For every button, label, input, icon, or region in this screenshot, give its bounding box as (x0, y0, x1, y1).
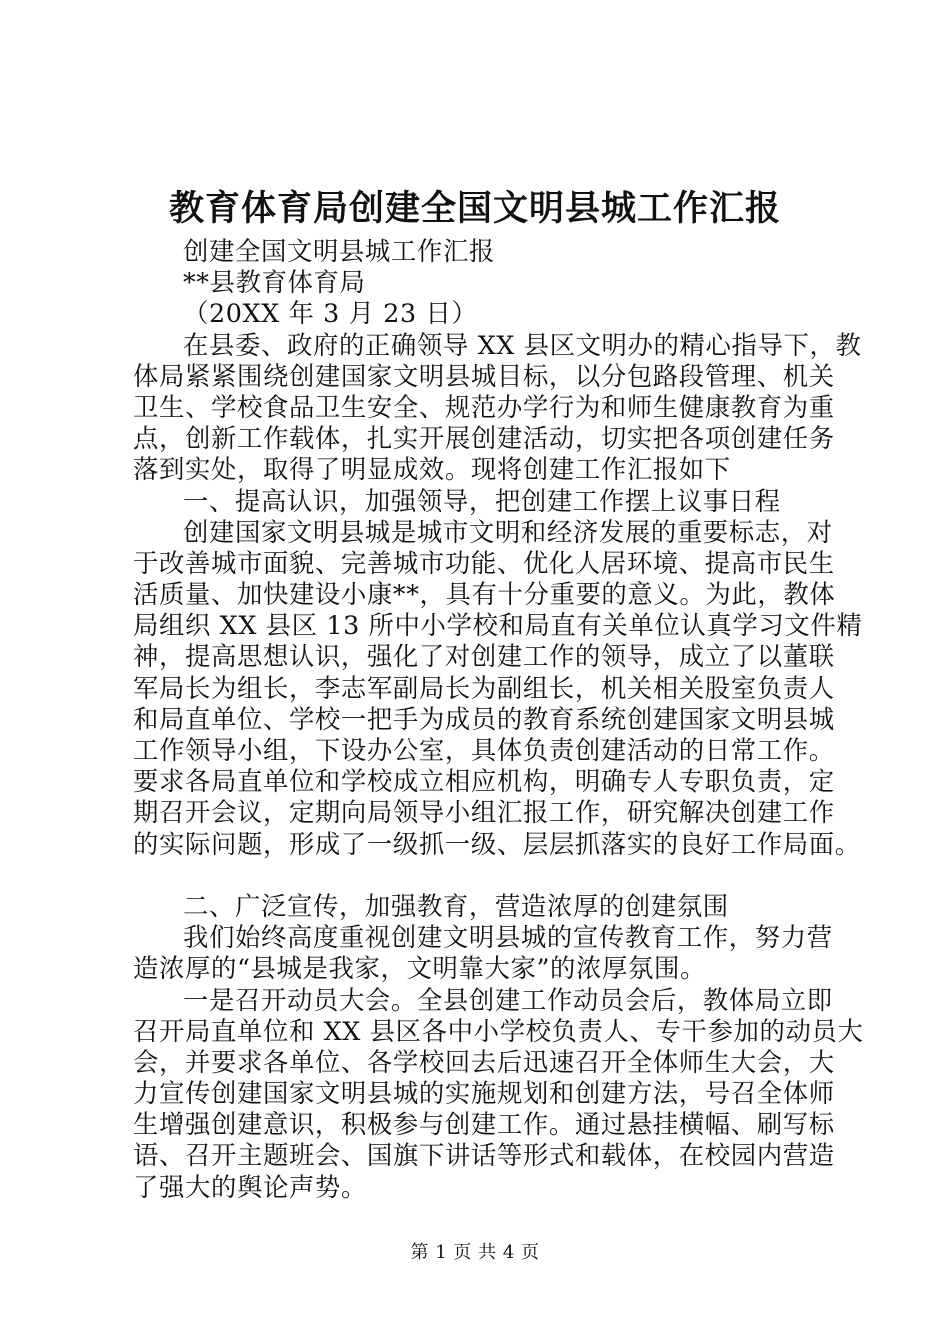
paragraph-line: 要求各局直单位和学校成立相应机构，明确专人专职负责，定 (133, 766, 835, 797)
paragraph-line: 在县委、政府的正确领导 XX 县区文明办的精心指导下，教 (183, 329, 862, 360)
section-heading: 一、提高认识，加强领导，把创建工作摆上议事日程 (183, 485, 781, 516)
paragraph-line: 点，创新工作载体，扎实开展创建活动，切实把各项创建任务 (133, 423, 835, 454)
paragraph-line: 会，并要求各单位、各学校回去后迅速召开全体师生大会，大 (133, 1046, 835, 1077)
paragraph-line: 落到实处，取得了明显成效。现将创建工作汇报如下 (133, 454, 731, 485)
author-line: **县教育体育局 (183, 267, 366, 298)
paragraph-line: 于改善城市面貌、完善城市功能、优化人居环境、提高市民生 (133, 547, 835, 578)
paragraph-line: 体局紧紧围绕创建国家文明县城目标，以分包路段管理、机关 (133, 360, 835, 391)
paragraph-line: 力宣传创建国家文明县城的实施规划和创建方法，号召全体师 (133, 1078, 835, 1109)
paragraph-line: 生增强创建意识，积极参与创建工作。通过悬挂横幅、刷写标 (133, 1109, 835, 1140)
blank-line (133, 860, 845, 891)
paragraph-line: 了强大的舆论声势。 (133, 1171, 367, 1202)
page-number-footer: 第 1 页 共 4 页 (410, 1242, 540, 1263)
section-heading: 二、广泛宣传，加强教育，营造浓厚的创建氛围 (183, 890, 729, 921)
paragraph-line: 卫生、学校食品卫生安全、规范办学行为和师生健康教育为重 (133, 391, 835, 422)
paragraph-line: 工作领导小组，下设办公室，具体负责创建活动的日常工作。 (133, 735, 835, 765)
paragraph-line: 的实际问题，形成了一级抓一级、层层抓落实的良好工作局面。 (133, 828, 861, 859)
paragraph-line: 语、召开主题班会、国旗下讲话等形式和载体，在校园内营造 (133, 1140, 835, 1171)
paragraph-line: 活质量、加快建设小康**，具有十分重要的意义。为此，教体 (133, 579, 836, 610)
paragraph-line: 一是召开动员大会。全县创建工作动员会后，教体局立即 (183, 984, 833, 1015)
subtitle-line: 创建全国文明县城工作汇报 (183, 236, 495, 266)
document-title: 教育体育局创建全国文明县城工作汇报 (168, 188, 781, 229)
paragraph-line: 局组织 XX 县区 13 所中小学校和局直有关单位认真学习文件精 (133, 610, 863, 641)
paragraph-line: 期召开会议，定期向局领导小组汇报工作，研究解决创建工作 (133, 797, 835, 828)
paragraph-line: 神，提高思想认识，强化了对创建工作的领导，成立了以董联 (133, 641, 835, 672)
paragraph-line: 召开局直单位和 XX 县区各中小学校负责人、专干参加的动员大 (133, 1015, 864, 1046)
date-line: （20XX 年 3 月 23 日） (183, 298, 478, 329)
paragraph-line: 造浓厚的“县城是我家，文明靠大家”的浓厚氛围。 (133, 953, 706, 984)
paragraph-line: 创建国家文明县城是城市文明和经济发展的重要标志，对 (183, 516, 833, 547)
document-body (133, 236, 864, 1203)
paragraph-line: 和局直单位、学校一把手为成员的教育系统创建国家文明县城 (133, 703, 835, 734)
paragraph-line: 军局长为组长，李志军副局长为副组长，机关相关股室负责人 (133, 672, 835, 703)
paragraph-line: 我们始终高度重视创建文明县城的宣传教育工作，努力营 (183, 922, 833, 953)
